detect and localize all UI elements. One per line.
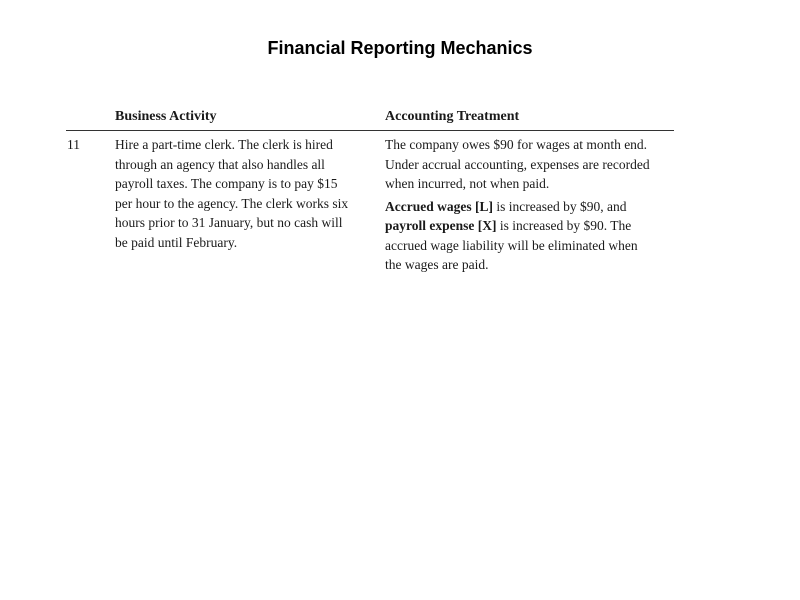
header-accounting-treatment: Accounting Treatment <box>385 109 520 124</box>
treatment-line: when incurred, not when paid. <box>385 176 550 191</box>
activity-line: through an agency that also handles all <box>115 156 325 172</box>
accrued-wages-term: Accrued wages [L] <box>385 198 493 214</box>
treatment-text: is increased by $90. The <box>496 218 632 233</box>
payroll-expense-term: payroll expense [X] <box>385 218 497 233</box>
accounting-table <box>66 108 674 272</box>
treatment-paragraph-2 <box>385 197 677 275</box>
activity-line: hours prior to 31 January, but no cash will <box>115 215 343 230</box>
business-activity-cell <box>115 135 370 252</box>
treatment-line <box>385 216 677 236</box>
treatment-text: is increased by $90, and <box>492 198 627 214</box>
activity-line: per hour to the agency. The clerk works six <box>115 195 349 211</box>
row-number: 11 <box>67 137 80 152</box>
activity-line: be paid until February. <box>115 234 238 250</box>
treatment-line <box>385 197 677 217</box>
treatment-line: The company owes $90 for wages at month end. <box>385 137 648 152</box>
treatment-paragraph-1 <box>385 135 677 194</box>
treatment-line: accrued wage liability will be eliminated when <box>385 237 638 253</box>
treatment-line: Under accrual accounting, expenses are recorded <box>385 156 650 172</box>
activity-line: Hire a part-time clerk. The clerk is hired <box>115 137 333 152</box>
activity-line: payroll taxes. The company is to pay $15 <box>115 176 338 191</box>
accounting-treatment-cell <box>385 135 677 275</box>
table-header-row <box>66 108 674 131</box>
slide-title: Financial Reporting Mechanics <box>267 38 533 58</box>
header-business-activity: Business Activity <box>115 109 217 124</box>
treatment-line: the wages are paid. <box>385 257 489 272</box>
